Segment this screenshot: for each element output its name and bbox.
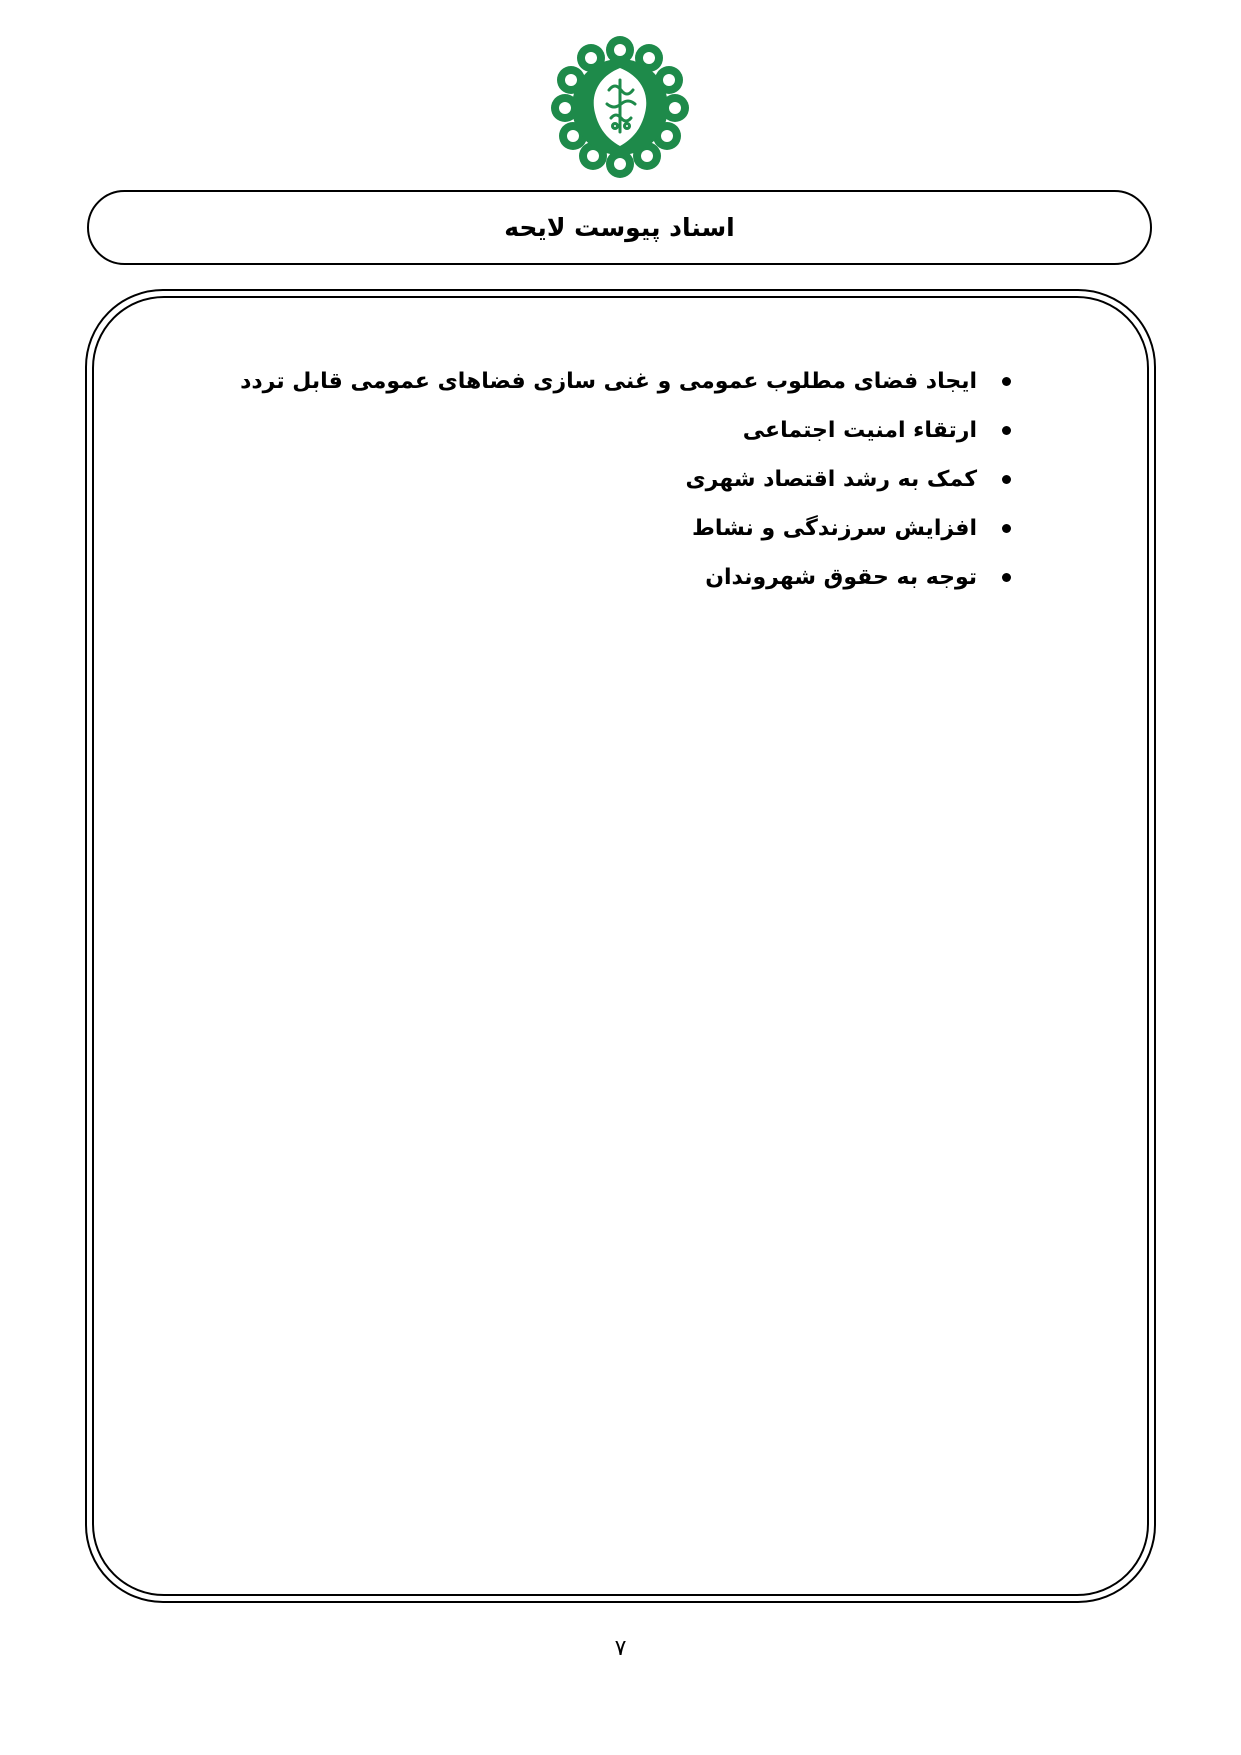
bullet-icon — [1002, 377, 1011, 386]
list-item-text: کمک به رشد اقتصاد شهری — [685, 467, 977, 492]
list-item — [240, 357, 1011, 406]
list-item — [271, 406, 1011, 455]
title-banner — [87, 190, 1152, 265]
list-item-text: ارتقاء امنیت اجتماعی — [742, 418, 977, 443]
document-title: اسناد پیوست لایحه — [504, 213, 735, 242]
list-item-text: توجه به حقوق شهروندان — [705, 565, 977, 590]
list-item-text: افزایش سرزندگی و نشاط — [692, 516, 977, 541]
list-item — [271, 455, 1011, 504]
bullet-icon — [1002, 475, 1011, 484]
bullet-icon — [1002, 573, 1011, 582]
page-number: ۷ — [614, 1636, 627, 1661]
goals-list — [240, 357, 1011, 602]
list-item — [271, 504, 1011, 553]
city-council-logo — [545, 28, 695, 183]
list-item — [271, 553, 1011, 602]
list-item-text: ایجاد فضای مطلوب عمومی و غنی سازی فضاهای عمومی قابل تردد — [240, 369, 977, 394]
bullet-icon — [1002, 426, 1011, 435]
tehran-council-emblem-icon — [545, 28, 695, 183]
bullet-icon — [1002, 524, 1011, 533]
